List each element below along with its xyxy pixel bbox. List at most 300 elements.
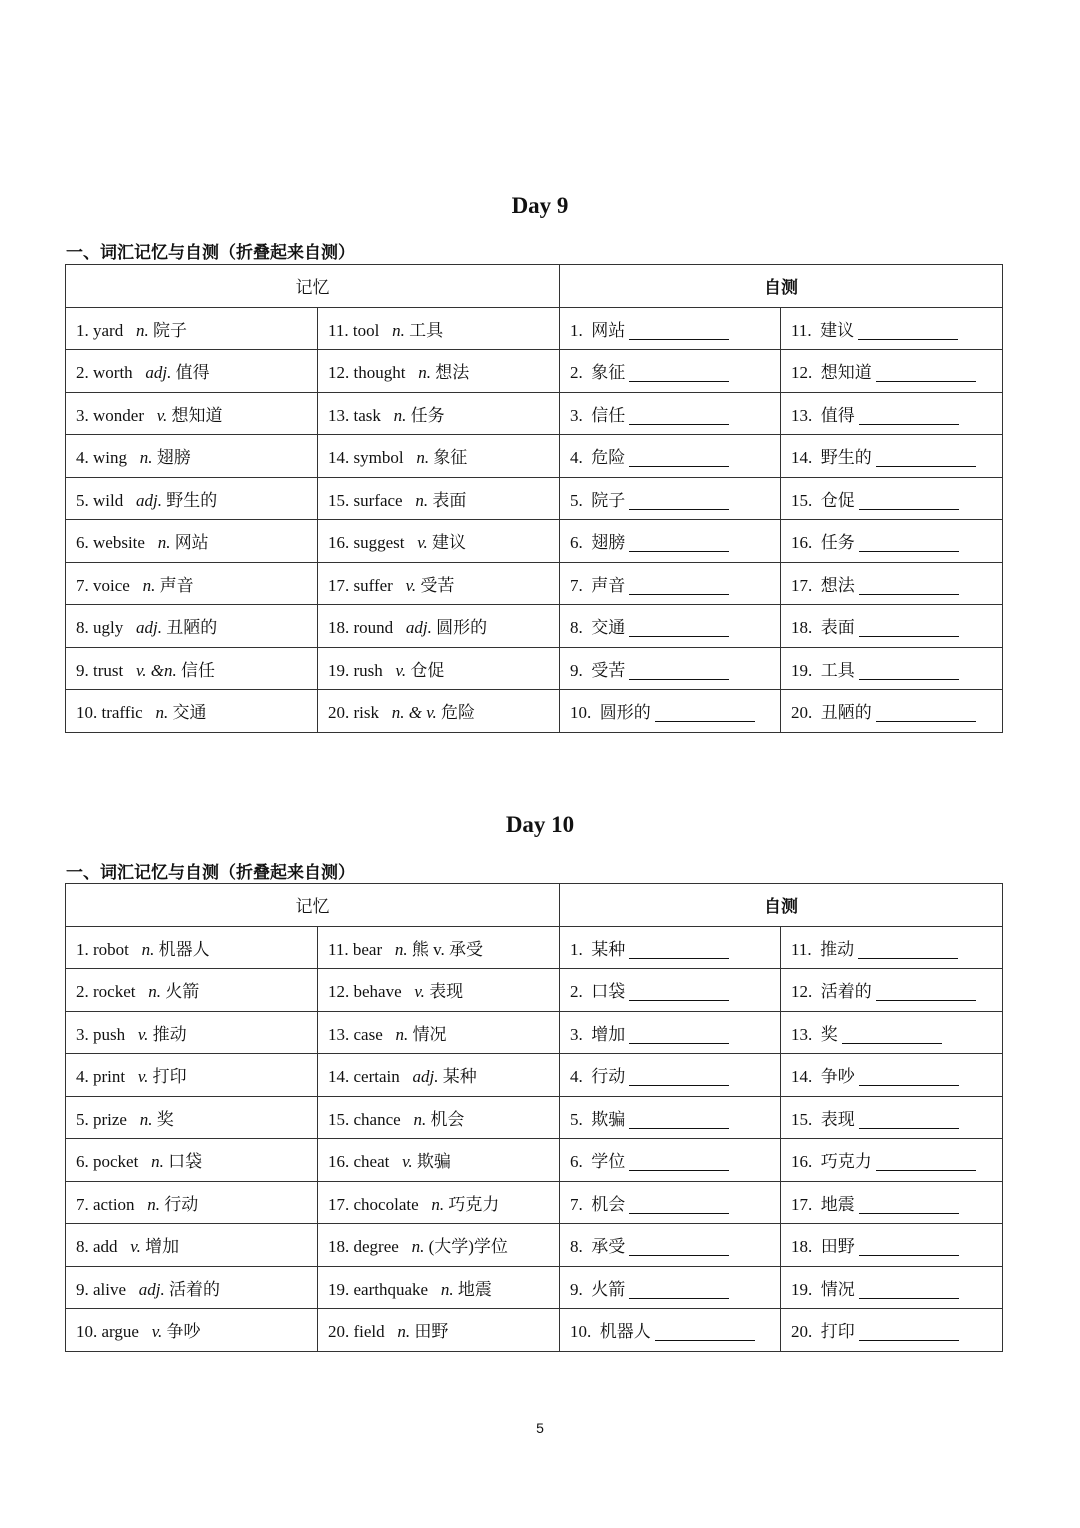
item-number: 12. xyxy=(328,363,350,383)
answer-blank[interactable] xyxy=(629,635,729,637)
answer-blank[interactable] xyxy=(629,1084,729,1086)
chinese-meaning: 丑陋的 xyxy=(166,618,218,638)
item-number: 7. xyxy=(76,575,89,595)
answer-blank[interactable] xyxy=(629,1169,729,1171)
self-test-cell xyxy=(560,1309,781,1352)
chinese-prompt: 象征 xyxy=(591,363,626,383)
english-word: argue xyxy=(101,1322,139,1342)
english-word: certain xyxy=(353,1067,400,1087)
part-of-speech: v. xyxy=(156,405,168,425)
english-word: wing xyxy=(93,448,127,468)
chinese-prompt: 奖 xyxy=(820,1024,838,1044)
part-of-speech: v. xyxy=(405,575,417,595)
item-number: 18. xyxy=(328,618,350,638)
item-number: 1. xyxy=(570,320,583,340)
chinese-prompt: 想法 xyxy=(820,575,855,595)
vocab-row xyxy=(66,1139,1003,1182)
english-word: trust xyxy=(93,660,124,680)
answer-blank[interactable] xyxy=(629,550,729,552)
english-word: chance xyxy=(353,1109,401,1129)
item-number: 17. xyxy=(791,1194,813,1214)
item-number: 15. xyxy=(328,490,350,510)
self-test-cell xyxy=(781,392,1003,435)
item-number: 15. xyxy=(791,490,813,510)
chinese-prompt: 交通 xyxy=(591,618,626,638)
item-number: 9. xyxy=(570,660,583,680)
answer-blank[interactable] xyxy=(859,593,959,595)
item-number: 7. xyxy=(76,1194,89,1214)
vocab-row xyxy=(66,477,1003,520)
english-word: cheat xyxy=(353,1152,390,1172)
item-number: 2. xyxy=(76,982,89,1002)
self-test-cell xyxy=(781,926,1003,969)
part-of-speech: v. xyxy=(137,1024,149,1044)
self-test-cell xyxy=(560,435,781,478)
answer-blank[interactable] xyxy=(859,550,959,552)
item-number: 9. xyxy=(570,1279,583,1299)
item-number: 4. xyxy=(570,1067,583,1087)
chinese-meaning: 欺骗 xyxy=(416,1152,451,1172)
test-header: 自测 xyxy=(560,884,1003,927)
self-test-cell xyxy=(560,477,781,520)
item-number: 4. xyxy=(76,1067,89,1087)
memory-cell xyxy=(318,520,560,563)
chinese-meaning: 某种 xyxy=(442,1067,477,1087)
answer-blank[interactable] xyxy=(859,423,959,425)
memory-cell xyxy=(66,1224,318,1267)
part-of-speech: n. xyxy=(440,1279,454,1299)
answer-blank[interactable] xyxy=(629,1254,729,1256)
chinese-prompt: 值得 xyxy=(820,405,855,425)
vocab-row xyxy=(66,307,1003,350)
chinese-meaning: 圆形的 xyxy=(436,618,488,638)
answer-blank[interactable] xyxy=(629,380,729,382)
answer-blank[interactable] xyxy=(629,593,729,595)
item-number: 6. xyxy=(76,1152,89,1172)
vocab-row xyxy=(66,520,1003,563)
memory-cell xyxy=(66,1011,318,1054)
chinese-prompt: 仓促 xyxy=(820,490,855,510)
answer-blank[interactable] xyxy=(876,1169,976,1171)
answer-blank[interactable] xyxy=(859,1212,959,1214)
chinese-meaning: 打印 xyxy=(152,1067,187,1087)
vocab-row xyxy=(66,647,1003,690)
memory-cell xyxy=(66,1139,318,1182)
part-of-speech: n. xyxy=(393,405,407,425)
self-test-cell xyxy=(781,562,1003,605)
chinese-prompt: 机会 xyxy=(591,1194,626,1214)
item-number: 18. xyxy=(791,618,813,638)
answer-blank[interactable] xyxy=(629,423,729,425)
part-of-speech: adj. xyxy=(145,363,172,383)
chinese-meaning: 行动 xyxy=(164,1194,199,1214)
chinese-meaning: 受苦 xyxy=(420,575,455,595)
self-test-cell xyxy=(560,969,781,1012)
item-number: 14. xyxy=(791,448,813,468)
item-number: 5. xyxy=(76,1109,89,1129)
chinese-prompt: 推动 xyxy=(820,939,855,959)
vocab-row xyxy=(66,1309,1003,1352)
chinese-prompt: 丑陋的 xyxy=(820,703,872,723)
memory-cell xyxy=(318,307,560,350)
chinese-meaning: 推动 xyxy=(152,1024,187,1044)
item-number: 18. xyxy=(328,1237,350,1257)
memory-cell xyxy=(66,350,318,393)
part-of-speech: n. xyxy=(397,1322,411,1342)
day-10-title: Day 10 xyxy=(505,812,575,837)
english-word: behave xyxy=(353,982,402,1002)
item-number: 13. xyxy=(791,405,813,425)
item-number: 10. xyxy=(76,1322,98,1342)
chinese-prompt: 机器人 xyxy=(599,1322,651,1342)
answer-blank[interactable] xyxy=(629,1042,729,1044)
english-word: chocolate xyxy=(353,1194,419,1214)
answer-blank[interactable] xyxy=(629,508,729,510)
answer-blank[interactable] xyxy=(629,999,729,1001)
vocab-row xyxy=(66,435,1003,478)
english-word: action xyxy=(93,1194,135,1214)
memory-cell xyxy=(66,520,318,563)
chinese-meaning: 建议 xyxy=(432,533,467,553)
item-number: 3. xyxy=(76,405,89,425)
part-of-speech: n. & v. xyxy=(391,703,437,723)
chinese-meaning: 机会 xyxy=(430,1109,465,1129)
answer-blank[interactable] xyxy=(629,957,729,959)
english-word: bear xyxy=(352,939,383,959)
answer-blank[interactable] xyxy=(876,465,976,467)
self-test-cell xyxy=(560,1266,781,1309)
english-word: wild xyxy=(93,490,124,510)
item-number: 16. xyxy=(328,1152,350,1172)
item-number: 12. xyxy=(791,982,813,1002)
item-number: 8. xyxy=(570,1237,583,1257)
chinese-meaning: 交通 xyxy=(172,703,207,723)
item-number: 11. xyxy=(328,320,349,340)
answer-blank[interactable] xyxy=(858,338,958,340)
item-number: 10. xyxy=(76,703,98,723)
answer-blank[interactable] xyxy=(655,1339,755,1341)
chinese-prompt: 巧克力 xyxy=(820,1152,872,1172)
vocab-row xyxy=(66,350,1003,393)
item-number: 2. xyxy=(76,363,89,383)
vocab-row xyxy=(66,1096,1003,1139)
self-test-cell xyxy=(560,605,781,648)
english-word: wonder xyxy=(93,405,144,425)
chinese-meaning: 情况 xyxy=(412,1024,447,1044)
part-of-speech: n. xyxy=(139,448,153,468)
english-word: symbol xyxy=(353,448,404,468)
answer-blank[interactable] xyxy=(629,678,729,680)
chinese-prompt: 危险 xyxy=(591,448,626,468)
chinese-meaning: 口袋 xyxy=(168,1152,203,1172)
english-word: prize xyxy=(93,1109,127,1129)
memory-cell xyxy=(66,647,318,690)
part-of-speech: n. xyxy=(416,448,430,468)
chinese-prompt: 学位 xyxy=(591,1152,626,1172)
chinese-meaning: 田野 xyxy=(414,1322,449,1342)
item-number: 4. xyxy=(570,448,583,468)
item-number: 14. xyxy=(328,1067,350,1087)
item-number: 10. xyxy=(570,703,592,723)
part-of-speech: n. xyxy=(141,939,155,959)
answer-blank[interactable] xyxy=(859,1084,959,1086)
chinese-meaning: 信任 xyxy=(181,660,215,680)
memory-cell xyxy=(66,477,318,520)
self-test-cell xyxy=(560,1011,781,1054)
self-test-cell xyxy=(781,1309,1003,1352)
item-number: 11. xyxy=(328,939,349,959)
chinese-prompt: 欺骗 xyxy=(591,1109,626,1129)
memory-cell xyxy=(318,1266,560,1309)
item-number: 15. xyxy=(791,1109,813,1129)
part-of-speech: n. xyxy=(135,320,149,340)
answer-blank[interactable] xyxy=(876,380,976,382)
chinese-prompt: 声音 xyxy=(591,575,626,595)
chinese-prompt: 翅膀 xyxy=(591,533,626,553)
chinese-meaning: 争吵 xyxy=(166,1322,201,1342)
part-of-speech: n. xyxy=(415,490,429,510)
chinese-meaning: 想法 xyxy=(435,363,470,383)
chinese-prompt: 增加 xyxy=(591,1024,626,1044)
part-of-speech: n. xyxy=(155,703,169,723)
item-number: 3. xyxy=(570,1024,583,1044)
part-of-speech: n. xyxy=(413,1109,427,1129)
day-9-vocab-table xyxy=(65,264,1003,733)
part-of-speech: adj. xyxy=(405,618,432,638)
item-number: 7. xyxy=(570,575,583,595)
chinese-prompt: 活着的 xyxy=(820,982,872,1002)
vocab-row xyxy=(66,1181,1003,1224)
chinese-meaning: 机器人 xyxy=(158,939,210,959)
part-of-speech: v. &n. xyxy=(135,660,177,680)
self-test-cell xyxy=(560,1096,781,1139)
english-word: suggest xyxy=(353,533,405,553)
item-number: 14. xyxy=(791,1067,813,1087)
item-number: 9. xyxy=(76,660,89,680)
english-word: rocket xyxy=(93,982,136,1002)
self-test-cell xyxy=(781,477,1003,520)
answer-blank[interactable] xyxy=(876,720,976,722)
memory-cell xyxy=(66,1096,318,1139)
item-number: 2. xyxy=(570,363,583,383)
vocab-row xyxy=(66,926,1003,969)
english-word: round xyxy=(353,618,394,638)
chinese-prompt: 院子 xyxy=(591,490,626,510)
item-number: 3. xyxy=(570,405,583,425)
chinese-meaning: 增加 xyxy=(145,1237,180,1257)
chinese-meaning: 野生的 xyxy=(166,490,218,510)
part-of-speech: v. xyxy=(130,1237,141,1257)
self-test-cell xyxy=(781,605,1003,648)
memory-cell xyxy=(318,1011,560,1054)
chinese-prompt: 情况 xyxy=(820,1279,855,1299)
item-number: 19. xyxy=(791,1279,813,1299)
part-of-speech: n. xyxy=(151,1152,164,1172)
vocab-row xyxy=(66,969,1003,1012)
item-number: 6. xyxy=(570,1152,583,1172)
english-word: surface xyxy=(353,490,403,510)
memory-cell xyxy=(318,1054,560,1097)
memory-cell xyxy=(66,1266,318,1309)
self-test-cell xyxy=(781,350,1003,393)
answer-blank[interactable] xyxy=(629,465,729,467)
memory-cell xyxy=(318,605,560,648)
answer-blank[interactable] xyxy=(876,999,976,1001)
answer-blank[interactable] xyxy=(629,1127,729,1129)
item-number: 8. xyxy=(570,618,583,638)
day-9-title: Day 9 xyxy=(511,193,569,218)
english-word: push xyxy=(93,1024,126,1044)
answer-blank[interactable] xyxy=(859,508,959,510)
part-of-speech: adj. xyxy=(135,618,162,638)
memory-cell xyxy=(318,392,560,435)
english-word: ugly xyxy=(93,618,124,638)
english-word: print xyxy=(93,1067,126,1087)
memory-header: 记忆 xyxy=(66,884,560,927)
item-number: 5. xyxy=(570,1109,583,1129)
english-word: website xyxy=(93,533,145,553)
chinese-meaning: 仓促 xyxy=(410,660,445,680)
self-test-cell xyxy=(781,969,1003,1012)
answer-blank[interactable] xyxy=(629,1212,729,1214)
day-10-vocab-table xyxy=(65,883,1003,1352)
english-word: pocket xyxy=(93,1152,139,1172)
answer-blank[interactable] xyxy=(859,1127,959,1129)
answer-blank[interactable] xyxy=(859,1297,959,1299)
memory-cell xyxy=(66,1181,318,1224)
chinese-meaning: 象征 xyxy=(433,448,468,468)
self-test-cell xyxy=(781,1096,1003,1139)
memory-cell xyxy=(66,562,318,605)
english-word: add xyxy=(93,1237,118,1257)
english-word: field xyxy=(353,1322,385,1342)
english-word: worth xyxy=(93,363,133,383)
memory-cell xyxy=(66,392,318,435)
item-number: 20. xyxy=(791,703,813,723)
chinese-meaning: 翅膀 xyxy=(156,448,191,468)
answer-blank[interactable] xyxy=(842,1042,942,1044)
item-number: 10. xyxy=(570,1322,592,1342)
answer-blank[interactable] xyxy=(629,1297,729,1299)
english-word: suffer xyxy=(353,575,393,595)
item-number: 20. xyxy=(328,703,350,723)
english-word: voice xyxy=(93,575,130,595)
self-test-cell xyxy=(781,307,1003,350)
item-number: 5. xyxy=(570,490,583,510)
answer-blank[interactable] xyxy=(858,957,958,959)
item-number: 7. xyxy=(570,1194,583,1214)
memory-cell xyxy=(318,435,560,478)
answer-blank[interactable] xyxy=(859,1254,959,1256)
item-number: 6. xyxy=(76,533,89,553)
day-10-section-heading: 一、词汇记忆与自测（折叠起来自测） xyxy=(66,863,355,883)
vocab-row xyxy=(66,1011,1003,1054)
item-number: 19. xyxy=(328,660,350,680)
self-test-cell xyxy=(781,1011,1003,1054)
part-of-speech: n. xyxy=(148,982,161,1002)
part-of-speech: n. xyxy=(147,1194,161,1214)
self-test-cell xyxy=(781,520,1003,563)
vocab-row xyxy=(66,1054,1003,1097)
memory-cell xyxy=(66,435,318,478)
self-test-cell xyxy=(560,307,781,350)
memory-cell xyxy=(66,307,318,350)
english-word: earthquake xyxy=(353,1279,429,1299)
item-number: 20. xyxy=(791,1322,813,1342)
item-number: 15. xyxy=(328,1109,350,1129)
part-of-speech: v. xyxy=(417,533,428,553)
memory-cell xyxy=(318,1181,560,1224)
vocab-row xyxy=(66,605,1003,648)
memory-cell xyxy=(66,1054,318,1097)
memory-cell xyxy=(66,969,318,1012)
day-9-section-heading: 一、词汇记忆与自测（折叠起来自测） xyxy=(66,243,355,263)
english-word: traffic xyxy=(101,703,143,723)
chinese-prompt: 火箭 xyxy=(591,1279,626,1299)
part-of-speech: v. xyxy=(402,1152,413,1172)
memory-header: 记忆 xyxy=(66,265,560,308)
item-number: 13. xyxy=(791,1024,813,1044)
part-of-speech: v. xyxy=(151,1322,163,1342)
part-of-speech: n. xyxy=(395,1024,409,1044)
item-number: 4. xyxy=(76,448,89,468)
vocab-row xyxy=(66,690,1003,733)
memory-cell xyxy=(318,926,560,969)
memory-cell xyxy=(318,562,560,605)
self-test-cell xyxy=(781,1224,1003,1267)
self-test-cell xyxy=(781,1054,1003,1097)
self-test-cell xyxy=(781,690,1003,733)
item-number: 19. xyxy=(328,1279,350,1299)
chinese-prompt: 田野 xyxy=(820,1237,855,1257)
english-word: alive xyxy=(93,1279,127,1299)
memory-cell xyxy=(318,1309,560,1352)
memory-cell xyxy=(66,605,318,648)
chinese-prompt: 打印 xyxy=(820,1322,855,1342)
chinese-prompt: 工具 xyxy=(820,660,855,680)
answer-blank[interactable] xyxy=(629,338,729,340)
part-of-speech: v. xyxy=(395,660,407,680)
memory-cell xyxy=(318,1139,560,1182)
page-number: 5 xyxy=(536,1420,544,1436)
chinese-meaning: 巧克力 xyxy=(448,1194,500,1214)
english-word: risk xyxy=(353,703,379,723)
item-number: 16. xyxy=(328,533,350,553)
memory-cell xyxy=(318,969,560,1012)
item-number: 19. xyxy=(791,660,813,680)
item-number: 20. xyxy=(328,1322,350,1342)
vocab-row xyxy=(66,1224,1003,1267)
english-word: robot xyxy=(93,939,129,959)
item-number: 9. xyxy=(76,1279,89,1299)
self-test-cell xyxy=(560,1139,781,1182)
chinese-prompt: 某种 xyxy=(591,939,626,959)
memory-cell xyxy=(318,1224,560,1267)
answer-blank[interactable] xyxy=(859,1339,959,1341)
answer-blank[interactable] xyxy=(859,678,959,680)
part-of-speech: n. xyxy=(418,363,431,383)
item-number: 17. xyxy=(791,575,813,595)
chinese-meaning: 火箭 xyxy=(165,982,200,1002)
self-test-cell xyxy=(781,1139,1003,1182)
chinese-meaning: 熊 v. 承受 xyxy=(411,939,484,959)
self-test-cell xyxy=(560,690,781,733)
answer-blank[interactable] xyxy=(859,635,959,637)
self-test-cell xyxy=(560,926,781,969)
self-test-cell xyxy=(560,520,781,563)
chinese-meaning: 任务 xyxy=(410,405,445,425)
answer-blank[interactable] xyxy=(655,720,755,722)
